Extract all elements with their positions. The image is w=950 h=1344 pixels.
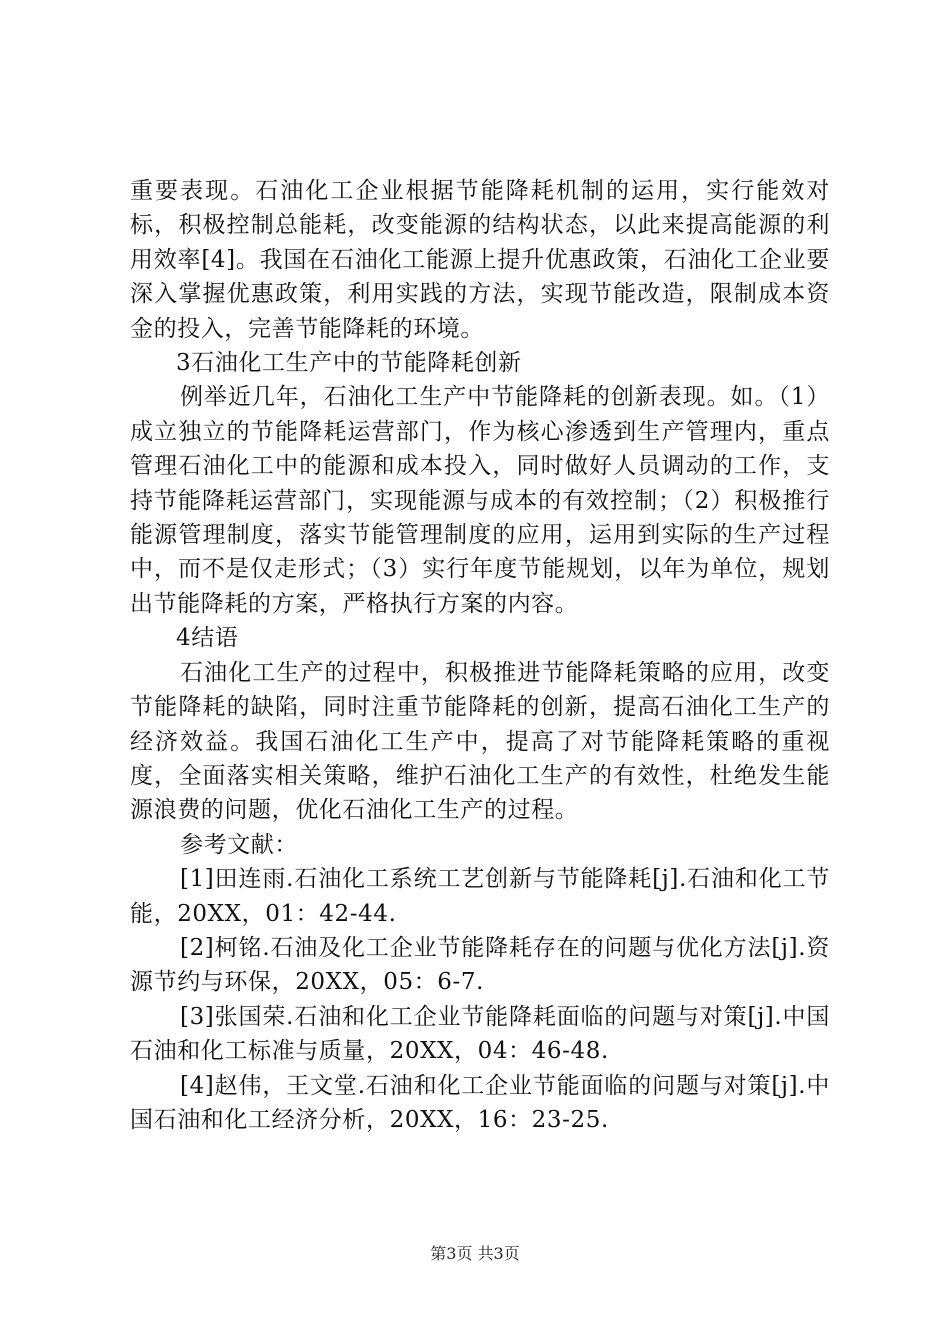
reference-item: [3]张国荣.石油和化工企业节能降耗面临的问题与对策[j].中国石油和化工标准与质量，20XX，04：46-48. [130,1003,830,1065]
body-paragraph: 例举近几年，石油化工生产中节能降耗的创新表现。如。（1）成立独立的节能降耗运营部门，作为核心渗透到生产管理内，重点管理石油化工中的能源和成本投入，同时做好人员调动的工作，支持节能降耗运营部门，实现能源与成本的有效控制；（2）积极推行能源管理制度，落实节能管理制度的应用，运用到实际的生产过程中，而不是仅走形式；（3）实行年度节能规划，以年为单位，规划出节能降耗的方案，严格执行方案的内容。 [130,384,830,617]
reference-item: [1]田连雨.石油化工系统工艺创新与节能降耗[j].石油和化工节能，20XX，01：42-44. [130,866,830,927]
reference-item: [4]赵伟，王文堂.石油和化工企业节能面临的问题与对策[j].中国石油和化工经济分析，20XX，16：23-25. [130,1072,830,1133]
body-paragraph: 重要表现。石油化工企业根据节能降耗机制的运用，实行能效对标，积极控制总能耗，改变能源的结构状态，以此来提高能源的利用效率[4]。我国在石油化工能源上提升优惠政策，石油化工企业要深入掌握优惠政策，利用实践的方法，实现节能改造，限制成本资金的投入，完善节能降耗的环境。 [130,178,830,342]
page-number-footer: 第3页 共3页 [430,1244,520,1263]
references-heading: 参考文献： [180,831,298,858]
body-paragraph: 石油化工生产的过程中，积极推进节能降耗策略的应用，改变节能降耗的缺陷，同时注重节能降耗的创新，提高石油化工生产的经济效益。我国石油化工生产中，提高了对节能降耗策略的重视度，全面落实相关策略，维护石油化工生产的有效性，杜绝发生能源浪费的问题，优化石油化工生产的过程。 [130,659,830,824]
document-body [130,174,830,1137]
reference-item: [2]柯铭.石油及化工企业节能降耗存在的问题与优化方法[j].资源节约与环保，20XX，05：6-7. [130,934,830,996]
section-heading: 3石油化工生产中的节能降耗创新 [176,350,522,377]
section-heading: 4结语 [176,625,239,652]
